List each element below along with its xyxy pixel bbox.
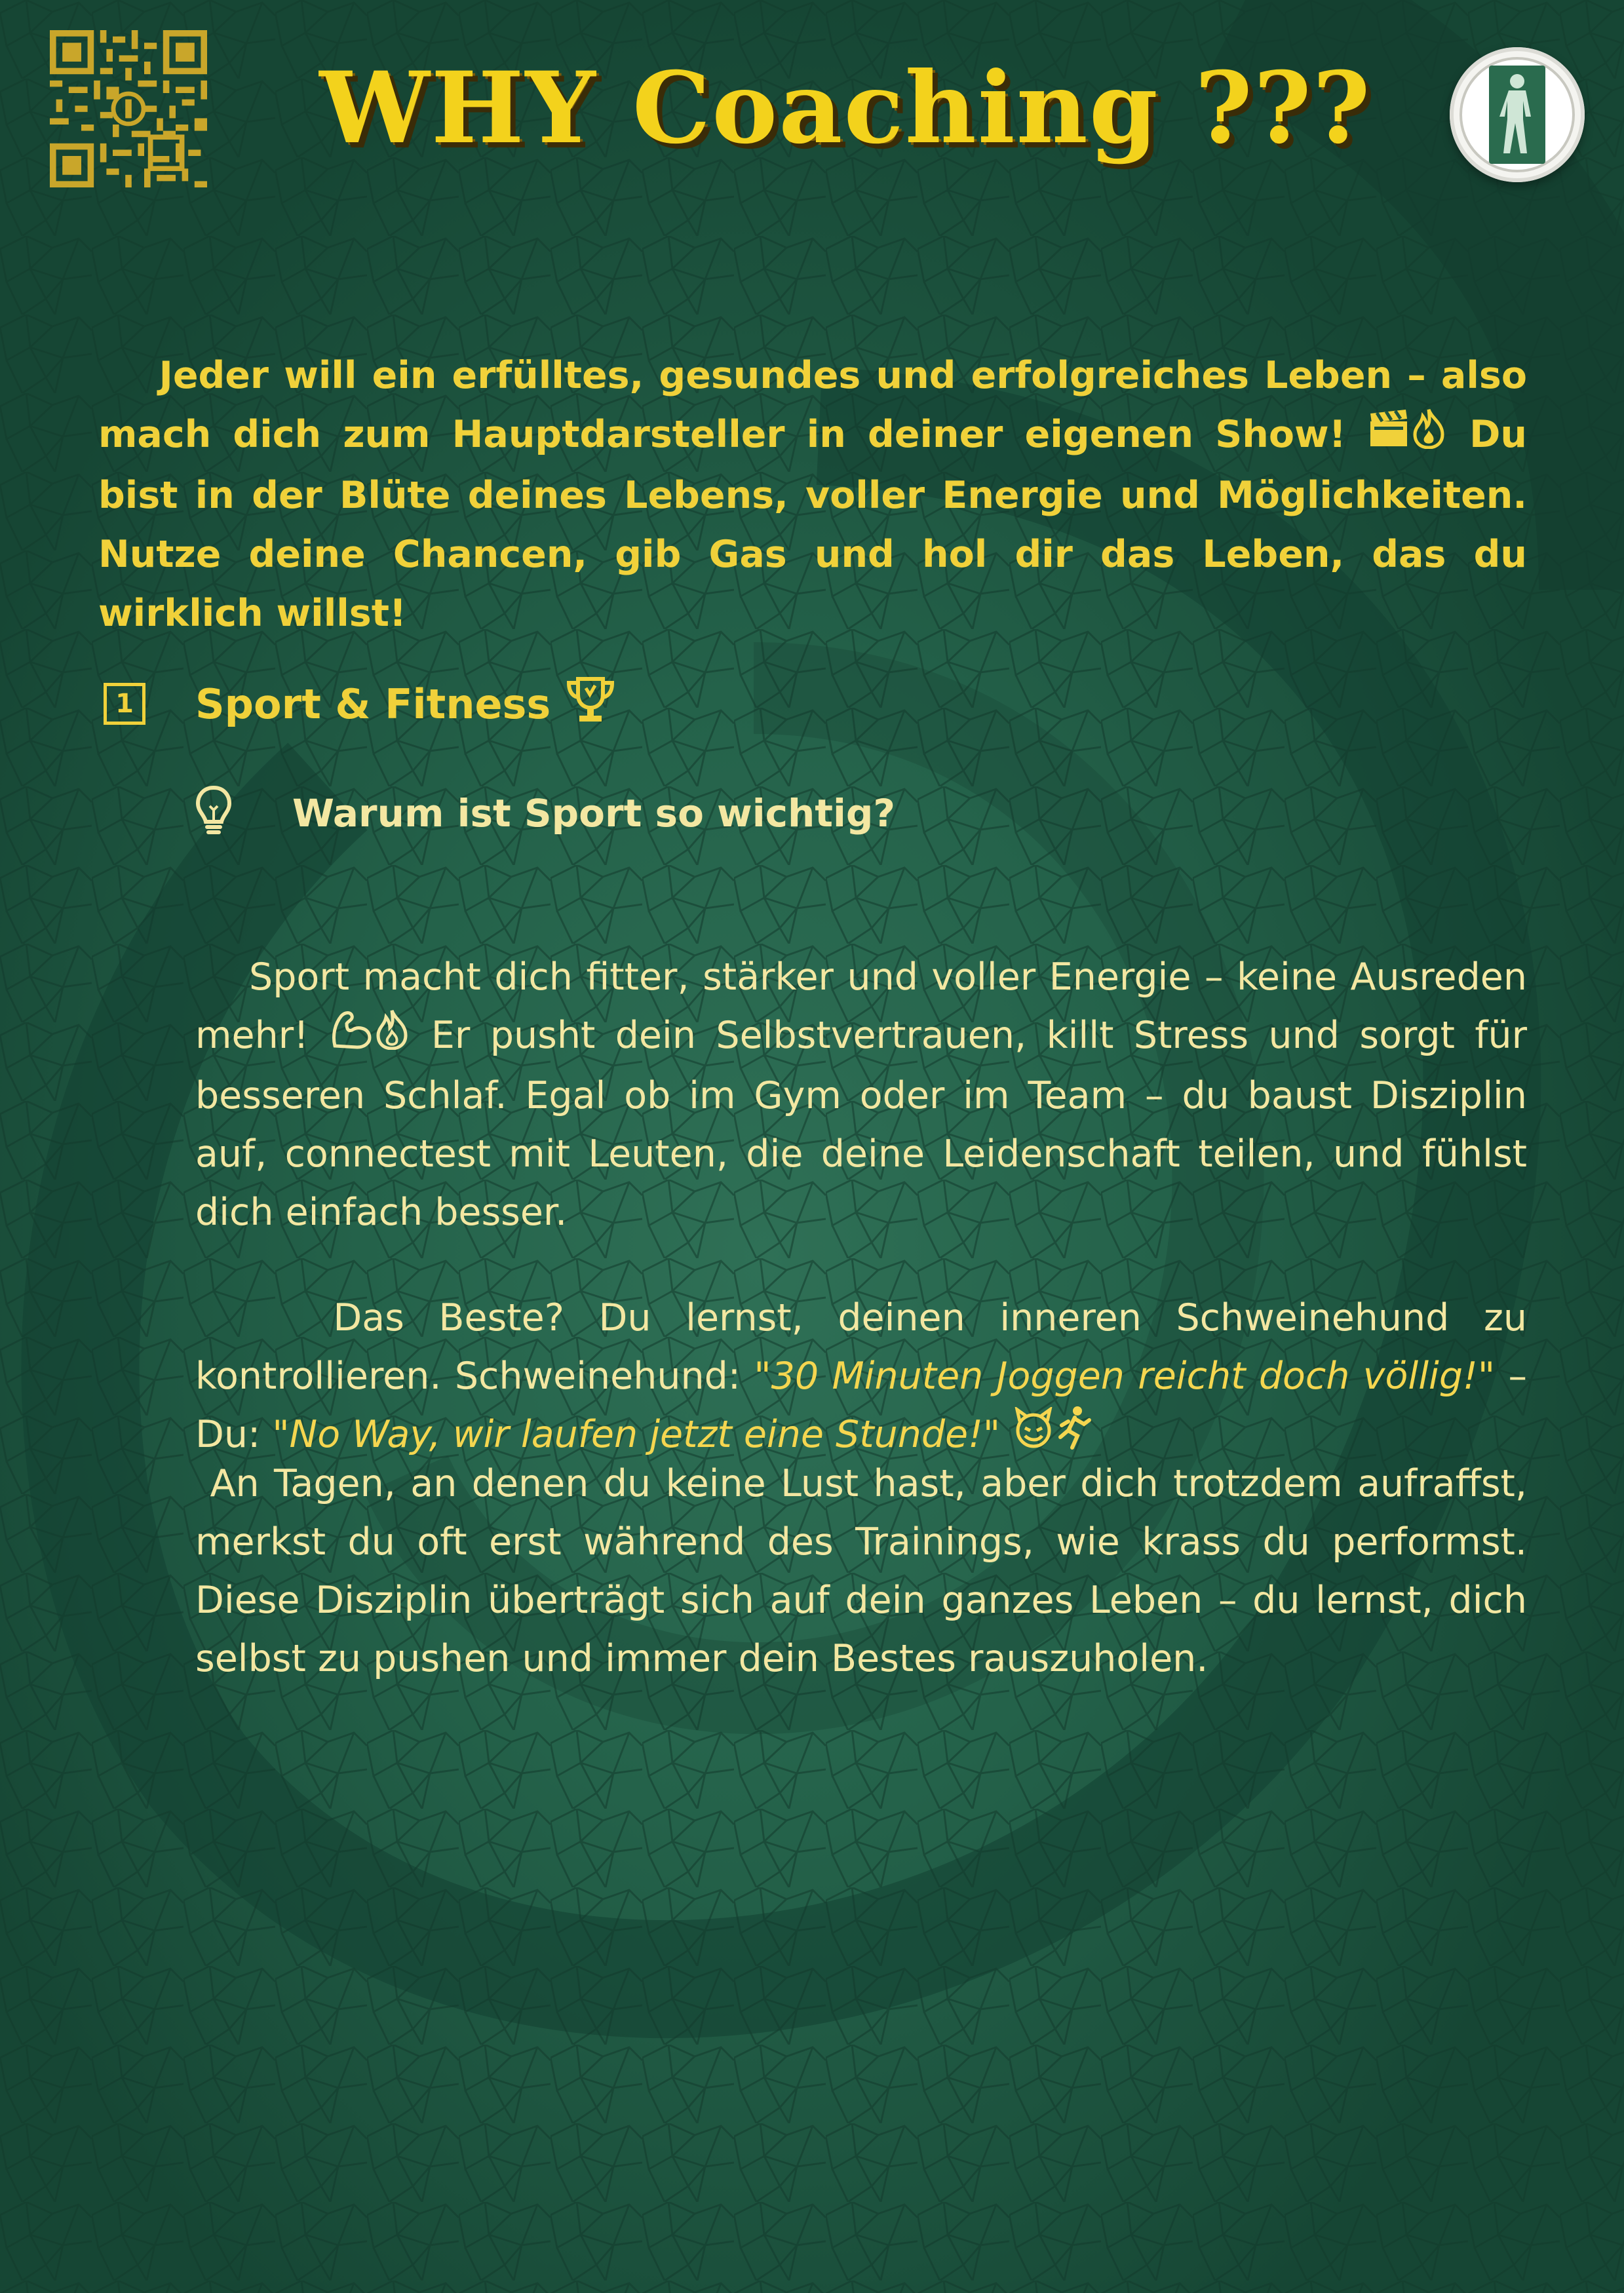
paragraph-discipline: An Tagen, an denen du keine Lust hast, aber dich trotzdem aufraffst, merkst du oft erst während des Trainings, wie krass du performst. Diese Disziplin überträgt sich auf dein ganzes Leben – du lernst, dich selbst zu pushen und immer dein Bestes rauszuholen. (195, 1462, 1539, 1680)
schweinehund-quote: "30 Minuten Joggen reicht doch völlig!" (754, 1355, 1496, 1398)
lightbulb-icon (194, 784, 233, 839)
para2-text-start: Das Beste? Du lernst, deinen inneren Schweinehund zu kontrollieren. Schweinehund: (195, 1296, 1539, 1398)
clapperboard-icon (1368, 407, 1410, 466)
du-quote: "No Way, wir laufen jetzt eine Stunde!" (272, 1413, 1001, 1456)
section-title (195, 675, 616, 739)
intro-text-start: Jeder will ein erfülltes, gesundes und erfolgreiches Leben – also mach dich zum Hauptdarsteller in deiner eigenen Show! (98, 354, 1540, 456)
trophy-icon (565, 675, 616, 739)
flexed-biceps-icon (328, 1009, 373, 1067)
para1-text-start: Sport macht dich fitter, stärker und voller Energie – keine Ausreden mehr! (195, 955, 1539, 1057)
section-title-text: Sport & Fitness (195, 680, 551, 729)
page-title: WHY Coaching ??? (319, 50, 1372, 166)
para1-text-rest: Er pusht dein Selbstvertrauen, killt Stress und sorgt für besseren Schlaf. Egal ob im Gym oder im Team – du baust Disziplin auf, connectest mit Leuten, die deine Leidenschaft teilen, und fühlst dich einfach besser. (195, 1014, 1539, 1235)
intro-paragraph (98, 287, 1540, 702)
para2-text-mid: – Du: (195, 1355, 1539, 1456)
qr-code-icon (50, 29, 207, 189)
fire-icon (373, 1008, 411, 1067)
figure-logo-icon (1450, 47, 1585, 182)
fire-icon (1410, 407, 1448, 466)
subheading: Warum ist Sport so wichtig? (292, 791, 896, 836)
section-number-badge: 1 (104, 683, 145, 725)
intro-text-end: Du bist in der Blüte deines Lebens, voller Energie und Möglichkeiten. Nutze deine Chancen, gib Gas und hol dir das Leben, das du wirklich willst! (98, 413, 1540, 636)
